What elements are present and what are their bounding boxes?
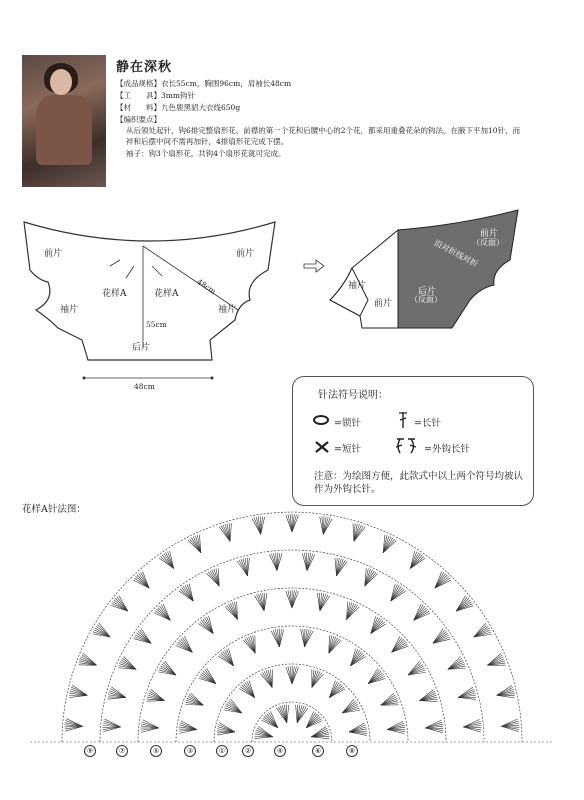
legend-note: 注意：为绘图方便，此款式中以上两个符号均被认作为外钩长针。 xyxy=(314,471,524,495)
spec-label: 【工 具】 xyxy=(116,91,161,100)
stitch-mark xyxy=(296,705,298,723)
folded-label-back-sub: （反面） xyxy=(410,295,442,304)
stitch-mark xyxy=(230,523,231,541)
folded-label-front-top-sub: （反面） xyxy=(472,238,504,247)
legend-title: 针法符号说明： xyxy=(318,390,388,401)
round-number: ⑧ xyxy=(346,745,358,757)
spec-label: 【材 料】 xyxy=(116,103,161,112)
label-pattern-left: 花样A xyxy=(102,289,127,299)
dimension-vertical: 55cm xyxy=(146,320,167,329)
chart-round-arc xyxy=(100,550,484,742)
spec-value: 衣长55cm，胸围96cm，肩袖长48cm xyxy=(161,79,292,88)
chart-round-arc xyxy=(62,512,522,742)
folded-label-sleeve: 袖片 xyxy=(348,281,367,291)
stitch-mark xyxy=(353,523,354,541)
stitch-mark xyxy=(108,697,126,699)
stitch-mark xyxy=(387,729,404,733)
spec-label: 【成品规格】 xyxy=(116,79,161,88)
stitch-mark xyxy=(247,558,249,576)
stitch-mark xyxy=(419,701,437,702)
folded-label-front: 前片 xyxy=(374,299,393,309)
legend-single-text: =短针 xyxy=(334,444,361,455)
label-front-left: 前片 xyxy=(44,249,63,259)
label-pattern-right: 花样A xyxy=(154,289,179,299)
label-sleeve-left: 袖片 xyxy=(60,305,79,315)
stitch-mark xyxy=(143,720,159,728)
stitch-mark xyxy=(335,558,337,576)
stitch-mark xyxy=(458,697,476,699)
label-front-right: 前片 xyxy=(236,249,255,259)
stitch-mark xyxy=(279,629,281,647)
round-number: ⑦ xyxy=(116,745,128,757)
stitch-mark xyxy=(71,687,87,695)
dimension-diagonal: 48cm xyxy=(195,276,218,297)
stitch-mark xyxy=(349,725,366,732)
round-number: ⑨ xyxy=(84,745,96,757)
stitch-mark xyxy=(279,629,283,646)
legend-chain-text: =锁针 xyxy=(334,418,361,429)
folded-label-fold-line: 沿对折线对折 xyxy=(432,238,480,269)
round-number: ② xyxy=(242,745,254,757)
label-back: 后片 xyxy=(132,343,151,353)
stitch-mark xyxy=(387,725,404,729)
instruction-sleeve: 袖子：钩3个扇形花，共钩4个扇形花就可完成。 xyxy=(126,149,286,158)
legend-post-text: =外钩长针 xyxy=(424,444,470,455)
chart-round-arc xyxy=(138,588,446,742)
instruction-body: 从后领处起针，钩6排完整扇形花，前襟的第一个花和后腰中心的2个花，都采用重叠花朵的钩法。在腋下平加10针，而袢和后摆中间不需再加针，4排扇形花完成下摆。 xyxy=(126,126,521,146)
stitch-mark xyxy=(255,737,273,739)
stitch-mark xyxy=(141,728,158,732)
stitch-chart-title: 花样A针法图： xyxy=(22,504,86,515)
stitch-mark xyxy=(147,701,165,702)
stitch-mark xyxy=(287,705,289,723)
dimension-bottom: 48cm xyxy=(134,382,155,391)
round-number: ① xyxy=(216,745,228,757)
pattern-title: 静在深秋 xyxy=(116,60,173,75)
spec-label: 【编织要点】 xyxy=(116,115,161,124)
folded-label-back: 后片 xyxy=(418,287,437,297)
folded-label-front-top: 前片 xyxy=(480,229,499,239)
spec-value: 九色鹿黑貂大衣线650g xyxy=(161,103,241,112)
stitch-mark xyxy=(387,729,405,731)
round-number: ⑤ xyxy=(150,745,162,757)
stitch-mark xyxy=(275,629,279,646)
round-number: ⑥ xyxy=(312,745,324,757)
round-number: ③ xyxy=(184,745,196,757)
round-number: ④ xyxy=(274,745,286,757)
spec-value: 3mm钩针 xyxy=(161,91,195,100)
label-sleeve-right: 袖片 xyxy=(218,305,237,315)
stitch-mark xyxy=(311,737,329,739)
legend-treble-text: =长针 xyxy=(414,418,441,429)
